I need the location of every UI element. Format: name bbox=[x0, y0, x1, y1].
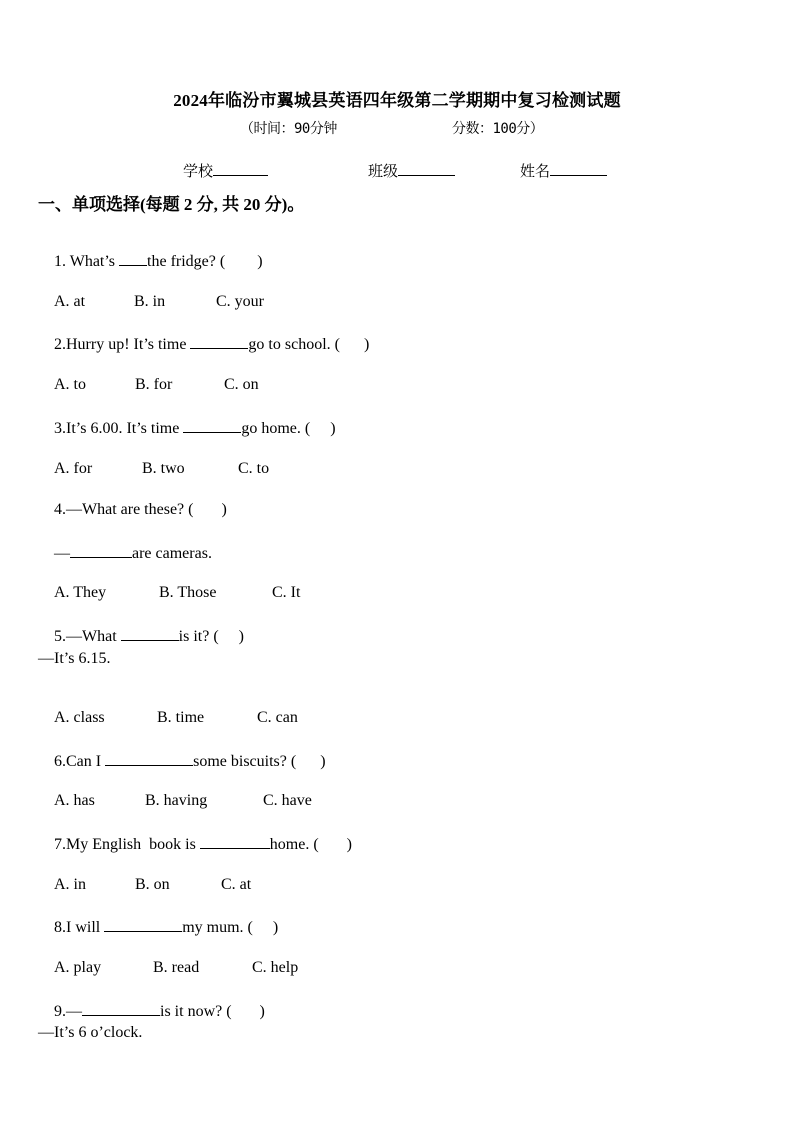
question-9-answer: —It’s 6 o’clock. bbox=[38, 1024, 143, 1041]
name-field[interactable] bbox=[520, 160, 607, 181]
dash: — bbox=[54, 545, 70, 562]
question-text: 1. What’s bbox=[54, 253, 120, 270]
option-a[interactable]: A. play bbox=[54, 959, 102, 976]
question-text: some biscuits? ( ) bbox=[193, 753, 326, 770]
question-text: 3.It’s 6.00. It’s time bbox=[54, 420, 184, 437]
option-a[interactable]: A. class bbox=[54, 709, 105, 726]
question-text: is it now? ( ) bbox=[160, 1003, 265, 1020]
option-a[interactable]: A. They bbox=[54, 584, 107, 601]
class-label: 班级 bbox=[368, 164, 399, 180]
question-text: 5.—What bbox=[54, 628, 121, 645]
score-label: 分数：100分） bbox=[452, 121, 544, 137]
option-b[interactable]: B. two bbox=[142, 460, 185, 477]
answer-blank[interactable] bbox=[119, 251, 147, 266]
option-b[interactable]: B. time bbox=[157, 709, 205, 726]
answer-blank[interactable] bbox=[105, 751, 193, 766]
option-c[interactable]: C. have bbox=[263, 792, 312, 809]
question-text: go to school. ( ) bbox=[248, 336, 370, 353]
school-blank[interactable] bbox=[213, 161, 268, 176]
option-b[interactable]: B. having bbox=[145, 792, 208, 809]
option-a[interactable]: A. to bbox=[54, 376, 86, 393]
option-a[interactable]: A. has bbox=[54, 792, 95, 809]
question-text: 4.—What are these? ( ) bbox=[54, 501, 227, 518]
answer-blank[interactable] bbox=[82, 1001, 160, 1016]
answer-blank[interactable] bbox=[190, 334, 248, 349]
option-c[interactable]: C. at bbox=[221, 876, 252, 893]
option-c[interactable]: C. help bbox=[252, 959, 299, 976]
option-a[interactable]: A. for bbox=[54, 460, 93, 477]
answer-blank[interactable] bbox=[200, 834, 270, 849]
question-text: 9.— bbox=[54, 1003, 82, 1020]
option-c[interactable]: C. on bbox=[224, 376, 259, 393]
question-text: 6.Can I bbox=[54, 753, 106, 770]
question-text: 2.Hurry up! It’s time bbox=[54, 336, 191, 353]
time-label: （时间：90分钟 bbox=[240, 121, 337, 137]
name-blank[interactable] bbox=[550, 161, 607, 176]
answer-blank[interactable] bbox=[121, 626, 179, 641]
question-text: 8.I will bbox=[54, 919, 105, 936]
option-b[interactable]: B. in bbox=[134, 293, 166, 310]
answer-blank[interactable] bbox=[183, 418, 241, 433]
question-text: the fridge? ( ) bbox=[147, 253, 263, 270]
option-a[interactable]: A. in bbox=[54, 876, 86, 893]
class-field[interactable] bbox=[368, 160, 455, 181]
option-b[interactable]: B. Those bbox=[159, 584, 217, 601]
question-text: home. ( ) bbox=[269, 836, 352, 853]
question-text: go home. ( ) bbox=[241, 420, 336, 437]
section-heading: 一、单项选择(每题 2 分, 共 20 分)。 bbox=[38, 195, 305, 214]
class-blank[interactable] bbox=[398, 161, 455, 176]
answer-blank[interactable] bbox=[104, 917, 182, 932]
option-b[interactable]: B. for bbox=[135, 376, 173, 393]
option-c[interactable]: C. It bbox=[272, 584, 301, 601]
option-b[interactable]: B. on bbox=[135, 876, 170, 893]
name-label: 姓名 bbox=[520, 164, 551, 180]
question-text: are cameras. bbox=[132, 545, 212, 562]
option-a[interactable]: A. at bbox=[54, 293, 86, 310]
option-b[interactable]: B. read bbox=[153, 959, 200, 976]
answer-blank[interactable] bbox=[70, 543, 132, 558]
page-title: 2024年临汾市翼城县英语四年级第二学期期中复习检测试题 bbox=[173, 91, 621, 110]
question-text: my mum. ( ) bbox=[182, 919, 279, 936]
option-c[interactable]: C. your bbox=[216, 293, 264, 310]
school-field[interactable] bbox=[183, 160, 268, 181]
option-c[interactable]: C. to bbox=[238, 460, 270, 477]
question-5-answer: —It’s 6.15. bbox=[38, 650, 111, 667]
question-text: is it? ( ) bbox=[178, 628, 244, 645]
option-c[interactable]: C. can bbox=[257, 709, 298, 726]
question-text: 7.My English book is bbox=[54, 836, 200, 853]
school-label: 学校 bbox=[183, 164, 214, 180]
